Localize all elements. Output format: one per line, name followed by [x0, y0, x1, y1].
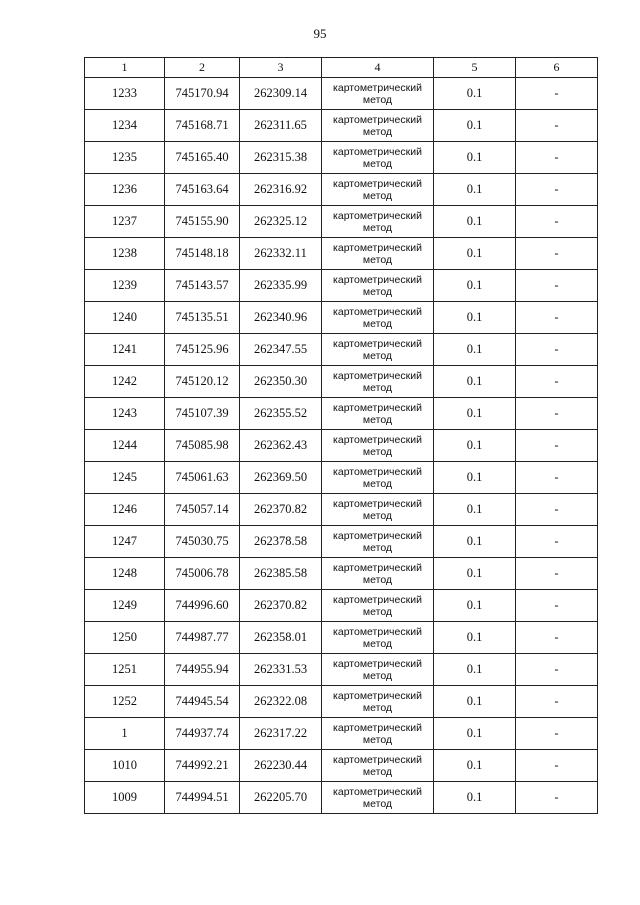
- table-row: [85, 334, 598, 366]
- point-number-cell: 1: [85, 718, 165, 750]
- method-line-2: метод: [362, 157, 393, 170]
- note-cell: -: [516, 142, 598, 174]
- method-cell: [322, 206, 434, 238]
- accuracy-cell: 0.1: [434, 270, 516, 302]
- y-coordinate-cell: 262311.65: [240, 110, 322, 142]
- x-coordinate-cell: 745165.40: [165, 142, 240, 174]
- x-coordinate-cell: 745168.71: [165, 110, 240, 142]
- method-line-1: картометрический: [333, 337, 422, 350]
- accuracy-cell: 0.1: [434, 782, 516, 814]
- accuracy-cell: 0.1: [434, 334, 516, 366]
- method-cell: [322, 526, 434, 558]
- x-coordinate-cell: 744992.21: [165, 750, 240, 782]
- y-coordinate-cell: 262340.96: [240, 302, 322, 334]
- x-coordinate-cell: 745125.96: [165, 334, 240, 366]
- method-cell: [322, 718, 434, 750]
- method-line-2: метод: [362, 445, 393, 458]
- method-line-2: метод: [362, 541, 393, 554]
- method-cell: [322, 334, 434, 366]
- accuracy-cell: 0.1: [434, 526, 516, 558]
- y-coordinate-cell: 262335.99: [240, 270, 322, 302]
- y-coordinate-cell: 262355.52: [240, 398, 322, 430]
- note-cell: -: [516, 462, 598, 494]
- method-cell: [322, 558, 434, 590]
- point-number-cell: 1238: [85, 238, 165, 270]
- x-coordinate-cell: 745030.75: [165, 526, 240, 558]
- point-number-cell: 1251: [85, 654, 165, 686]
- table-row: [85, 718, 598, 750]
- point-number-cell: 1252: [85, 686, 165, 718]
- method-cell: [322, 110, 434, 142]
- coordinates-table: [84, 57, 598, 814]
- method-line-1: картометрический: [333, 241, 422, 254]
- x-coordinate-cell: 745155.90: [165, 206, 240, 238]
- point-number-cell: 1248: [85, 558, 165, 590]
- point-number-cell: 1236: [85, 174, 165, 206]
- y-coordinate-cell: 262315.38: [240, 142, 322, 174]
- method-line-2: метод: [362, 285, 393, 298]
- table-row: [85, 78, 598, 110]
- accuracy-cell: 0.1: [434, 654, 516, 686]
- method-line-1: картометрический: [333, 145, 422, 158]
- method-line-1: картометрический: [333, 593, 422, 606]
- point-number-cell: 1247: [85, 526, 165, 558]
- method-line-1: картометрический: [333, 305, 422, 318]
- x-coordinate-cell: 745085.98: [165, 430, 240, 462]
- y-coordinate-cell: 262332.11: [240, 238, 322, 270]
- method-line-2: метод: [362, 189, 393, 202]
- method-cell: [322, 142, 434, 174]
- y-coordinate-cell: 262325.12: [240, 206, 322, 238]
- table-row: [85, 430, 598, 462]
- method-line-2: метод: [362, 93, 393, 106]
- note-cell: -: [516, 590, 598, 622]
- x-coordinate-cell: 745143.57: [165, 270, 240, 302]
- method-line-2: метод: [362, 125, 393, 138]
- method-line-1: картометрический: [333, 273, 422, 286]
- x-coordinate-cell: 744945.54: [165, 686, 240, 718]
- point-number-cell: 1245: [85, 462, 165, 494]
- method-line-1: картометрический: [333, 561, 422, 574]
- method-cell: [322, 782, 434, 814]
- y-coordinate-cell: 262205.70: [240, 782, 322, 814]
- table-row: [85, 110, 598, 142]
- point-number-cell: 1246: [85, 494, 165, 526]
- method-line-2: метод: [362, 605, 393, 618]
- column-header-3: 3: [240, 58, 322, 78]
- method-line-2: метод: [362, 573, 393, 586]
- note-cell: -: [516, 270, 598, 302]
- point-number-cell: 1244: [85, 430, 165, 462]
- x-coordinate-cell: 744987.77: [165, 622, 240, 654]
- accuracy-cell: 0.1: [434, 398, 516, 430]
- method-line-2: метод: [362, 765, 393, 778]
- method-line-2: метод: [362, 637, 393, 650]
- note-cell: -: [516, 430, 598, 462]
- column-header-2: 2: [165, 58, 240, 78]
- table-row: [85, 558, 598, 590]
- point-number-cell: 1241: [85, 334, 165, 366]
- y-coordinate-cell: 262309.14: [240, 78, 322, 110]
- x-coordinate-cell: 744937.74: [165, 718, 240, 750]
- y-coordinate-cell: 262322.08: [240, 686, 322, 718]
- note-cell: -: [516, 750, 598, 782]
- x-coordinate-cell: 745107.39: [165, 398, 240, 430]
- method-cell: [322, 366, 434, 398]
- method-line-2: метод: [362, 669, 393, 682]
- y-coordinate-cell: 262370.82: [240, 590, 322, 622]
- point-number-cell: 1242: [85, 366, 165, 398]
- method-cell: [322, 622, 434, 654]
- note-cell: -: [516, 526, 598, 558]
- method-cell: [322, 302, 434, 334]
- y-coordinate-cell: 262317.22: [240, 718, 322, 750]
- point-number-cell: 1243: [85, 398, 165, 430]
- accuracy-cell: 0.1: [434, 142, 516, 174]
- table-row: [85, 142, 598, 174]
- method-cell: [322, 270, 434, 302]
- method-line-1: картометрический: [333, 529, 422, 542]
- y-coordinate-cell: 262358.01: [240, 622, 322, 654]
- x-coordinate-cell: 745120.12: [165, 366, 240, 398]
- table-row: [85, 206, 598, 238]
- accuracy-cell: 0.1: [434, 494, 516, 526]
- method-line-2: метод: [362, 477, 393, 490]
- accuracy-cell: 0.1: [434, 558, 516, 590]
- method-cell: [322, 78, 434, 110]
- method-line-1: картометрический: [333, 433, 422, 446]
- method-line-1: картометрический: [333, 753, 422, 766]
- accuracy-cell: 0.1: [434, 238, 516, 270]
- method-line-2: метод: [362, 509, 393, 522]
- method-line-2: метод: [362, 413, 393, 426]
- table-row: [85, 622, 598, 654]
- x-coordinate-cell: 745148.18: [165, 238, 240, 270]
- method-cell: [322, 238, 434, 270]
- table-header-row: [85, 58, 598, 78]
- method-line-1: картометрический: [333, 497, 422, 510]
- point-number-cell: 1234: [85, 110, 165, 142]
- method-cell: [322, 462, 434, 494]
- accuracy-cell: 0.1: [434, 78, 516, 110]
- method-line-2: метод: [362, 701, 393, 714]
- method-line-1: картометрический: [333, 465, 422, 478]
- point-number-cell: 1239: [85, 270, 165, 302]
- note-cell: -: [516, 686, 598, 718]
- method-line-1: картометрический: [333, 209, 422, 222]
- table-row: [85, 494, 598, 526]
- y-coordinate-cell: 262316.92: [240, 174, 322, 206]
- method-line-2: метод: [362, 733, 393, 746]
- x-coordinate-cell: 744955.94: [165, 654, 240, 686]
- method-line-1: картометрический: [333, 721, 422, 734]
- y-coordinate-cell: 262362.43: [240, 430, 322, 462]
- note-cell: -: [516, 398, 598, 430]
- y-coordinate-cell: 262385.58: [240, 558, 322, 590]
- y-coordinate-cell: 262347.55: [240, 334, 322, 366]
- note-cell: -: [516, 654, 598, 686]
- method-line-1: картометрический: [333, 177, 422, 190]
- table-row: [85, 366, 598, 398]
- page-number: 95: [313, 26, 327, 41]
- point-number-cell: 1010: [85, 750, 165, 782]
- table-row: [85, 398, 598, 430]
- y-coordinate-cell: 262378.58: [240, 526, 322, 558]
- x-coordinate-cell: 745135.51: [165, 302, 240, 334]
- table-row: [85, 462, 598, 494]
- note-cell: -: [516, 334, 598, 366]
- method-line-2: метод: [362, 381, 393, 394]
- method-line-2: метод: [362, 349, 393, 362]
- method-cell: [322, 686, 434, 718]
- accuracy-cell: 0.1: [434, 174, 516, 206]
- x-coordinate-cell: 744996.60: [165, 590, 240, 622]
- method-cell: [322, 590, 434, 622]
- y-coordinate-cell: 262350.30: [240, 366, 322, 398]
- table-row: [85, 590, 598, 622]
- method-line-2: метод: [362, 317, 393, 330]
- point-number-cell: 1249: [85, 590, 165, 622]
- x-coordinate-cell: 745061.63: [165, 462, 240, 494]
- table-row: [85, 750, 598, 782]
- y-coordinate-cell: 262331.53: [240, 654, 322, 686]
- column-header-6: 6: [516, 58, 598, 78]
- table-row: [85, 270, 598, 302]
- method-cell: [322, 494, 434, 526]
- note-cell: -: [516, 494, 598, 526]
- method-cell: [322, 430, 434, 462]
- note-cell: -: [516, 238, 598, 270]
- column-header-1: 1: [85, 58, 165, 78]
- method-line-1: картометрический: [333, 657, 422, 670]
- point-number-cell: 1233: [85, 78, 165, 110]
- accuracy-cell: 0.1: [434, 622, 516, 654]
- method-cell: [322, 174, 434, 206]
- point-number-cell: 1235: [85, 142, 165, 174]
- note-cell: -: [516, 718, 598, 750]
- note-cell: -: [516, 174, 598, 206]
- note-cell: -: [516, 206, 598, 238]
- accuracy-cell: 0.1: [434, 430, 516, 462]
- method-cell: [322, 398, 434, 430]
- method-line-2: метод: [362, 797, 393, 810]
- accuracy-cell: 0.1: [434, 366, 516, 398]
- accuracy-cell: 0.1: [434, 750, 516, 782]
- method-line-2: метод: [362, 253, 393, 266]
- y-coordinate-cell: 262370.82: [240, 494, 322, 526]
- table-row: [85, 686, 598, 718]
- accuracy-cell: 0.1: [434, 462, 516, 494]
- table-row: [85, 238, 598, 270]
- column-header-4: 4: [322, 58, 434, 78]
- point-number-cell: 1250: [85, 622, 165, 654]
- point-number-cell: 1009: [85, 782, 165, 814]
- x-coordinate-cell: 745170.94: [165, 78, 240, 110]
- point-number-cell: 1237: [85, 206, 165, 238]
- note-cell: -: [516, 782, 598, 814]
- x-coordinate-cell: 745057.14: [165, 494, 240, 526]
- accuracy-cell: 0.1: [434, 590, 516, 622]
- method-line-1: картометрический: [333, 113, 422, 126]
- accuracy-cell: 0.1: [434, 686, 516, 718]
- y-coordinate-cell: 262230.44: [240, 750, 322, 782]
- method-line-1: картометрический: [333, 369, 422, 382]
- accuracy-cell: 0.1: [434, 302, 516, 334]
- note-cell: -: [516, 302, 598, 334]
- table-row: [85, 526, 598, 558]
- method-line-2: метод: [362, 221, 393, 234]
- y-coordinate-cell: 262369.50: [240, 462, 322, 494]
- point-number-cell: 1240: [85, 302, 165, 334]
- accuracy-cell: 0.1: [434, 206, 516, 238]
- note-cell: -: [516, 110, 598, 142]
- x-coordinate-cell: 745163.64: [165, 174, 240, 206]
- note-cell: -: [516, 558, 598, 590]
- table-row: [85, 654, 598, 686]
- method-line-1: картометрический: [333, 81, 422, 94]
- accuracy-cell: 0.1: [434, 718, 516, 750]
- note-cell: -: [516, 78, 598, 110]
- table-row: [85, 302, 598, 334]
- column-header-5: 5: [434, 58, 516, 78]
- method-line-1: картометрический: [333, 689, 422, 702]
- table-row: [85, 174, 598, 206]
- x-coordinate-cell: 744994.51: [165, 782, 240, 814]
- method-cell: [322, 654, 434, 686]
- note-cell: -: [516, 622, 598, 654]
- method-line-1: картометрический: [333, 401, 422, 414]
- method-line-1: картометрический: [333, 625, 422, 638]
- method-cell: [322, 750, 434, 782]
- accuracy-cell: 0.1: [434, 110, 516, 142]
- x-coordinate-cell: 745006.78: [165, 558, 240, 590]
- table-row: [85, 782, 598, 814]
- method-line-1: картометрический: [333, 785, 422, 798]
- note-cell: -: [516, 366, 598, 398]
